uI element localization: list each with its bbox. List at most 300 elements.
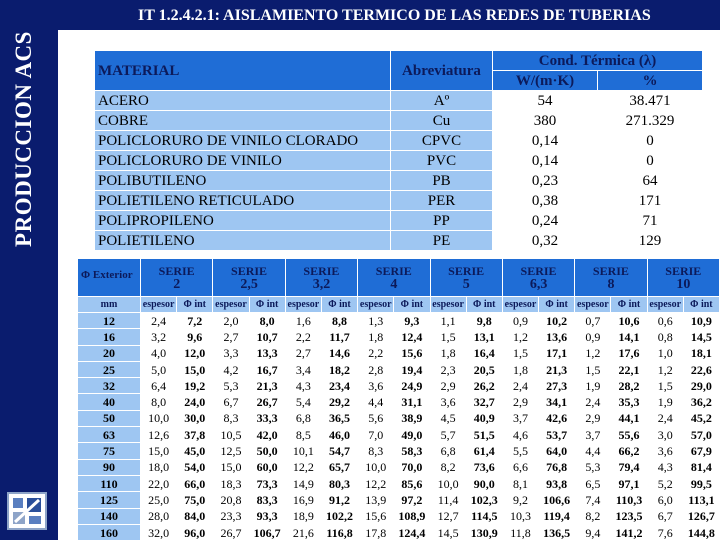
diameter-cell: 25 [78,361,141,377]
phi-int-cell: 8,0 [249,313,285,329]
sub-header-phi-int: Φ int [466,297,502,313]
phi-int-cell: 45,2 [683,410,719,426]
espesor-cell: 2,4 [502,378,538,394]
espesor-cell: 8,2 [430,459,466,475]
phi-int-cell: 96,0 [177,524,213,540]
espesor-cell: 1,5 [575,361,611,377]
diameter-cell: 40 [78,394,141,410]
espesor-cell: 6,7 [213,394,249,410]
material-conductivity-cell: 0,14 [493,151,598,171]
sub-header-mm: mm [78,297,141,313]
espesor-cell: 1,2 [647,361,683,377]
phi-int-cell: 32,7 [466,394,502,410]
phi-int-cell: 40,9 [466,410,502,426]
phi-int-cell: 57,0 [683,427,719,443]
serie-word: SERIE [375,263,412,278]
material-row [95,151,703,171]
sub-header-espesor: espesor [141,297,177,313]
phi-int-cell: 54,0 [177,459,213,475]
company-logo [7,492,47,530]
phi-int-cell: 45,0 [177,443,213,459]
serie-header [430,259,502,297]
espesor-cell: 1,5 [430,329,466,345]
material-abrev-cell: PE [391,231,493,251]
material-pct-cell: 0 [598,151,703,171]
espesor-cell: 15,0 [141,443,177,459]
phi-int-cell: 24,0 [177,394,213,410]
phi-int-cell: 19,4 [394,361,430,377]
phi-int-cell: 110,3 [611,492,647,508]
series-row [78,524,720,540]
material-name-cell: POLICLORURO DE VINILO CLORADO [95,131,391,151]
materials-table [94,50,703,251]
espesor-cell: 4,0 [141,345,177,361]
serie-number: 10 [676,276,691,292]
phi-int-cell: 9,3 [394,313,430,329]
phi-int-cell: 13,6 [539,329,575,345]
sub-header-phi-int: Φ int [394,297,430,313]
phi-int-cell: 34,1 [539,394,575,410]
phi-int-cell: 53,7 [539,427,575,443]
espesor-cell: 5,5 [502,443,538,459]
phi-int-cell: 49,0 [394,427,430,443]
phi-int-cell: 28,2 [611,378,647,394]
diameter-cell: 90 [78,459,141,475]
espesor-cell: 1,2 [502,329,538,345]
phi-int-cell: 12,0 [177,345,213,361]
material-row [95,171,703,191]
series-table [77,258,720,540]
espesor-cell: 12,7 [430,508,466,524]
espesor-cell: 1,1 [430,313,466,329]
material-conductivity-cell: 380 [493,111,598,131]
espesor-cell: 5,7 [430,427,466,443]
sub-header-phi-int: Φ int [321,297,357,313]
espesor-cell: 1,6 [285,313,321,329]
sub-header-phi-int: Φ int [683,297,719,313]
phi-int-cell: 106,7 [249,524,285,540]
series-row [78,329,720,345]
espesor-cell: 1,5 [502,345,538,361]
sub-header-espesor: espesor [430,297,466,313]
espesor-cell: 3,3 [213,345,249,361]
espesor-cell: 8,0 [141,394,177,410]
phi-int-cell: 93,3 [249,508,285,524]
phi-int-cell: 93,8 [539,475,575,491]
serie-header [358,259,430,297]
espesor-cell: 3,4 [285,361,321,377]
espesor-cell: 7,6 [647,524,683,540]
phi-int-cell: 30,0 [177,410,213,426]
espesor-cell: 18,9 [285,508,321,524]
serie-word: SERIE [592,263,629,278]
espesor-cell: 12,2 [358,475,394,491]
phi-int-cell: 97,2 [394,492,430,508]
serie-header [141,259,213,297]
phi-int-cell: 21,3 [539,361,575,377]
phi-int-cell: 80,3 [321,475,357,491]
serie-word: SERIE [231,263,268,278]
phi-int-cell: 50,0 [249,443,285,459]
sub-header-phi-int: Φ int [611,297,647,313]
material-row [95,131,703,151]
series-row [78,508,720,524]
sub-header-phi-int: Φ int [539,297,575,313]
espesor-cell: 6,8 [285,410,321,426]
espesor-cell: 17,8 [358,524,394,540]
sub-header-espesor: espesor [358,297,394,313]
espesor-cell: 0,7 [575,313,611,329]
espesor-cell: 12,6 [141,427,177,443]
phi-int-cell: 42,6 [539,410,575,426]
material-pct-cell: 271.329 [598,111,703,131]
espesor-cell: 23,3 [213,508,249,524]
serie-number: 3,2 [312,276,331,292]
phi-int-cell: 130,9 [466,524,502,540]
serie-word: SERIE [520,263,557,278]
phi-int-cell: 36,5 [321,410,357,426]
diameter-cell: 140 [78,508,141,524]
sidebar [0,0,58,540]
espesor-cell: 3,0 [647,427,683,443]
espesor-cell: 11,4 [430,492,466,508]
sub-header-phi-int: Φ int [249,297,285,313]
espesor-cell: 6,8 [430,443,466,459]
sub-header-espesor: espesor [285,297,321,313]
espesor-cell: 1,5 [647,378,683,394]
material-abrev-cell: Cu [391,111,493,131]
phi-int-cell: 18,1 [683,345,719,361]
material-pct-cell: 171 [598,191,703,211]
material-name-cell: POLIETILENO [95,231,391,251]
espesor-cell: 2,9 [502,394,538,410]
espesor-cell: 1,3 [358,313,394,329]
material-abrev-cell: PER [391,191,493,211]
espesor-cell: 2,4 [141,313,177,329]
serie-word: SERIE [448,263,485,278]
phi-int-cell: 26,7 [249,394,285,410]
col-material-header: MATERIAL [95,51,391,91]
espesor-cell: 3,6 [358,378,394,394]
espesor-cell: 5,0 [141,361,177,377]
espesor-cell: 14,5 [430,524,466,540]
material-name-cell: POLIPROPILENO [95,211,391,231]
material-conductivity-cell: 0,23 [493,171,598,191]
material-pct-cell: 64 [598,171,703,191]
series-row [78,394,720,410]
espesor-cell: 1,0 [647,345,683,361]
material-row [95,191,703,211]
espesor-cell: 10,0 [430,475,466,491]
espesor-cell: 2,8 [358,361,394,377]
espesor-cell: 10,1 [285,443,321,459]
phi-int-cell: 19,2 [177,378,213,394]
phi-int-cell: 76,8 [539,459,575,475]
phi-int-cell: 58,3 [394,443,430,459]
sub-header-phi-int: Φ int [177,297,213,313]
espesor-cell: 32,0 [141,524,177,540]
series-row [78,345,720,361]
espesor-cell: 12,2 [285,459,321,475]
phi-int-cell: 21,3 [249,378,285,394]
espesor-cell: 5,3 [575,459,611,475]
serie-word: SERIE [665,263,702,278]
espesor-cell: 4,2 [213,361,249,377]
espesor-cell: 4,3 [647,459,683,475]
material-abrev-cell: Aº [391,91,493,111]
phi-int-cell: 114,5 [466,508,502,524]
material-conductivity-cell: 0,24 [493,211,598,231]
phi-int-cell: 17,6 [611,345,647,361]
material-pct-cell: 129 [598,231,703,251]
phi-int-cell: 10,7 [249,329,285,345]
phi-int-cell: 99,5 [683,475,719,491]
espesor-cell: 1,8 [502,361,538,377]
diameter-cell: 32 [78,378,141,394]
espesor-cell: 10,0 [141,410,177,426]
series-row [78,361,720,377]
espesor-cell: 3,6 [430,394,466,410]
phi-int-cell: 23,4 [321,378,357,394]
material-name-cell: POLIETILENO RETICULADO [95,191,391,211]
sidebar-vertical-title: PRODUCCION ACS [11,31,36,247]
phi-int-cell: 51,5 [466,427,502,443]
diameter-cell: 12 [78,313,141,329]
serie-header [502,259,574,297]
espesor-cell: 3,7 [502,410,538,426]
espesor-cell: 6,0 [647,492,683,508]
phi-int-cell: 73,6 [466,459,502,475]
phi-int-cell: 116,8 [321,524,357,540]
phi-int-cell: 14,6 [321,345,357,361]
material-row [95,91,703,111]
serie-number: 2 [173,276,181,292]
espesor-cell: 4,3 [285,378,321,394]
espesor-cell: 5,4 [285,394,321,410]
material-pct-cell: 71 [598,211,703,231]
series-row [78,443,720,459]
phi-int-cell: 22,1 [611,361,647,377]
series-row [78,410,720,426]
espesor-cell: 2,4 [647,410,683,426]
col-unit-header: W/(m·K) [493,71,598,91]
espesor-cell: 5,3 [213,378,249,394]
phi-int-cell: 144,8 [683,524,719,540]
phi-int-cell: 108,9 [394,508,430,524]
espesor-cell: 10,3 [502,508,538,524]
phi-int-cell: 15,0 [177,361,213,377]
espesor-cell: 1,8 [358,329,394,345]
espesor-cell: 1,8 [430,345,466,361]
espesor-cell: 0,8 [647,329,683,345]
espesor-cell: 0,9 [502,313,538,329]
espesor-cell: 7,0 [358,427,394,443]
series-row [78,475,720,491]
phi-int-cell: 16,4 [466,345,502,361]
serie-number: 2,5 [240,276,258,292]
material-name-cell: ACERO [95,91,391,111]
diameter-cell: 110 [78,475,141,491]
phi-int-cell: 10,2 [539,313,575,329]
sub-header-espesor: espesor [213,297,249,313]
sidebar-title-box [4,4,44,274]
series-row [78,492,720,508]
serie-word: SERIE [303,263,340,278]
espesor-cell: 25,0 [141,492,177,508]
serie-header [285,259,357,297]
phi-int-cell: 83,3 [249,492,285,508]
serie-header [213,259,285,297]
phi-int-cell: 84,0 [177,508,213,524]
espesor-cell: 0,6 [647,313,683,329]
phi-int-cell: 15,6 [394,345,430,361]
phi-int-cell: 66,2 [611,443,647,459]
phi-int-cell: 29,0 [683,378,719,394]
espesor-cell: 0,9 [575,329,611,345]
phi-int-cell: 136,5 [539,524,575,540]
espesor-cell: 10,0 [358,459,394,475]
diameter-cell: 20 [78,345,141,361]
phi-int-cell: 16,7 [249,361,285,377]
phi-int-cell: 31,1 [394,394,430,410]
phi-int-cell: 8,8 [321,313,357,329]
phi-int-cell: 54,7 [321,443,357,459]
espesor-cell: 5,6 [358,410,394,426]
phi-int-cell: 55,6 [611,427,647,443]
col-abrev-header: Abreviatura [391,51,493,91]
material-row [95,231,703,251]
espesor-cell: 8,1 [502,475,538,491]
phi-int-cell: 126,7 [683,508,719,524]
espesor-cell: 2,9 [430,378,466,394]
espesor-cell: 4,6 [502,427,538,443]
espesor-cell: 2,2 [285,329,321,345]
material-conductivity-cell: 0,38 [493,191,598,211]
phi-int-cell: 24,9 [394,378,430,394]
espesor-cell: 21,6 [285,524,321,540]
espesor-cell: 6,5 [575,475,611,491]
material-abrev-cell: PVC [391,151,493,171]
espesor-cell: 15,6 [358,508,394,524]
serie-number: 8 [607,276,615,292]
diameter-cell: 125 [78,492,141,508]
espesor-cell: 2,9 [575,410,611,426]
serie-number: 4 [390,276,398,292]
espesor-cell: 1,9 [575,378,611,394]
espesor-cell: 8,3 [213,410,249,426]
espesor-cell: 3,7 [575,427,611,443]
phi-int-cell: 119,4 [539,508,575,524]
material-pct-cell: 0 [598,131,703,151]
phi-int-cell: 7,2 [177,313,213,329]
espesor-cell: 3,2 [141,329,177,345]
espesor-cell: 13,9 [358,492,394,508]
espesor-cell: 1,9 [647,394,683,410]
espesor-cell: 7,4 [575,492,611,508]
series-row [78,313,720,329]
phi-int-cell: 37,8 [177,427,213,443]
phi-int-cell: 124,4 [394,524,430,540]
series-row [78,459,720,475]
material-abrev-cell: PP [391,211,493,231]
espesor-cell: 28,0 [141,508,177,524]
phi-int-cell: 29,2 [321,394,357,410]
espesor-cell: 6,6 [502,459,538,475]
espesor-cell: 6,4 [141,378,177,394]
phi-int-cell: 46,0 [321,427,357,443]
phi-int-cell: 14,5 [683,329,719,345]
phi-int-cell: 123,5 [611,508,647,524]
phi-int-cell: 67,9 [683,443,719,459]
espesor-cell: 15,0 [213,459,249,475]
espesor-cell: 18,0 [141,459,177,475]
espesor-cell: 2,2 [358,345,394,361]
espesor-cell: 26,7 [213,524,249,540]
espesor-cell: 8,3 [358,443,394,459]
espesor-cell: 22,0 [141,475,177,491]
col-pct-header: % [598,71,703,91]
series-row [78,427,720,443]
serie-header [647,259,719,297]
espesor-cell: 2,0 [213,313,249,329]
phi-int-cell: 44,1 [611,410,647,426]
series-row [78,378,720,394]
phi-int-cell: 17,1 [539,345,575,361]
phi-int-cell: 18,2 [321,361,357,377]
material-abrev-cell: CPVC [391,131,493,151]
espesor-cell: 8,5 [285,427,321,443]
phi-int-cell: 102,2 [321,508,357,524]
phi-int-cell: 65,7 [321,459,357,475]
diameter-cell: 16 [78,329,141,345]
phi-int-cell: 10,9 [683,313,719,329]
phi-int-cell: 26,2 [466,378,502,394]
material-pct-cell: 38.471 [598,91,703,111]
espesor-cell: 2,7 [213,329,249,345]
phi-int-cell: 85,6 [394,475,430,491]
phi-int-cell: 33,3 [249,410,285,426]
phi-int-cell: 11,7 [321,329,357,345]
diameter-cell: 160 [78,524,141,540]
material-abrev-cell: PB [391,171,493,191]
phi-int-cell: 14,1 [611,329,647,345]
phi-int-cell: 20,5 [466,361,502,377]
col-cond-header: Cond. Térmica (λ) [493,51,703,71]
espesor-cell: 16,9 [285,492,321,508]
material-conductivity-cell: 0,32 [493,231,598,251]
phi-int-cell: 97,1 [611,475,647,491]
phi-int-cell: 73,3 [249,475,285,491]
espesor-cell: 5,2 [647,475,683,491]
material-name-cell: COBRE [95,111,391,131]
sub-header-espesor: espesor [575,297,611,313]
espesor-cell: 4,5 [430,410,466,426]
phi-int-cell: 9,8 [466,313,502,329]
serie-header [575,259,647,297]
phi-int-cell: 79,4 [611,459,647,475]
phi-int-cell: 106,6 [539,492,575,508]
phi-int-cell: 35,3 [611,394,647,410]
phi-int-cell: 9,6 [177,329,213,345]
serie-word: SERIE [158,263,195,278]
serie-number: 5 [462,276,470,292]
page-title: IT 1.2.4.2.1: AISLAMIENTO TERMICO DE LAS REDES DE TUBERIAS [58,0,720,30]
phi-int-cell: 75,0 [177,492,213,508]
phi-int-cell: 27,3 [539,378,575,394]
phi-int-cell: 61,4 [466,443,502,459]
material-name-cell: POLIBUTILENO [95,171,391,191]
phi-int-cell: 10,6 [611,313,647,329]
